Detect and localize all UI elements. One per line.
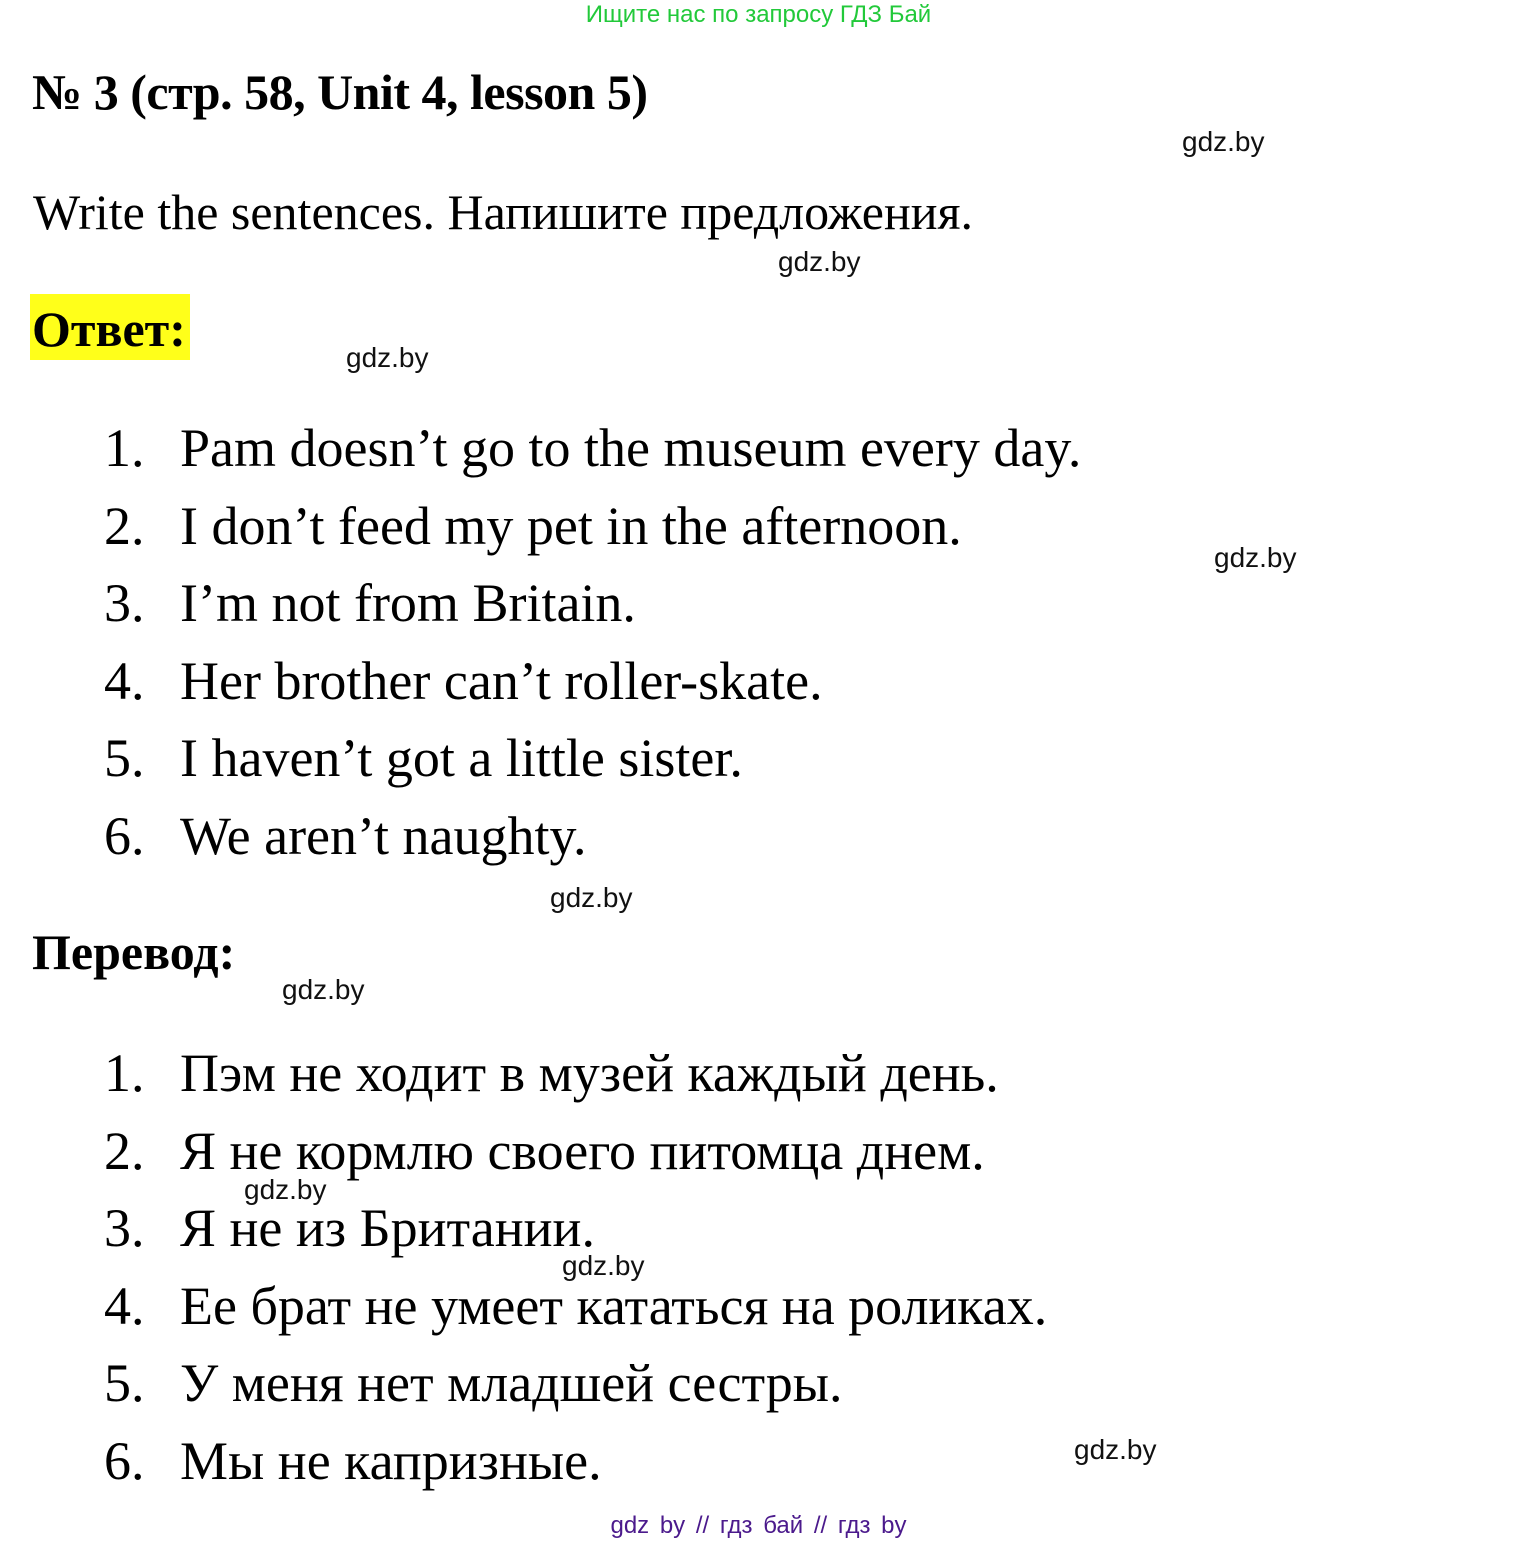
item-number: 2. [104,1120,145,1181]
watermark: gdz.by [778,246,861,277]
item-number: 3. [104,1198,145,1258]
item-number: 5. [104,1353,145,1413]
watermark: gdz.by [346,342,429,373]
watermark: gdz.by [562,1250,645,1281]
translation-item [104,1276,1047,1354]
watermark: gdz.by [244,1174,327,1205]
translation-item [104,1043,1047,1121]
translation-item [104,1353,1047,1431]
translation-heading: Перевод: [32,924,236,980]
item-number: 4. [104,650,145,711]
item-text: Ее брат не умеет кататься на роликах. [180,1275,1048,1336]
answer-list [104,418,1081,883]
item-text: I don’t feed my pet in the afternoon. [180,495,962,556]
answer-heading: Ответ: [30,294,190,360]
item-text: Пэм не ходит в музей каждый день. [180,1043,999,1103]
item-number: 4. [104,1275,145,1336]
search-banner: Ищите нас по запросу ГДЗ Бай [585,1,932,28]
item-number: 5. [104,728,145,788]
item-text: I’m not from Britain. [180,573,636,633]
watermark: gdz.by [1214,542,1297,573]
translation-item [104,1431,1047,1509]
item-text: Я не кормлю своего питомца днем. [180,1120,985,1181]
watermark: gdz.by [550,882,633,913]
item-number: 1. [104,1043,145,1103]
item-text: We aren’t naughty. [180,805,587,866]
item-number: 2. [104,495,145,556]
item-number: 6. [104,805,145,866]
item-number: 1. [104,418,145,478]
answer-item [104,806,1081,884]
item-text: Мы не капризные. [180,1430,602,1491]
item-number: 3. [104,573,145,633]
item-text: Her brother can’t roller-skate. [180,650,823,711]
answer-item [104,728,1081,806]
watermark: gdz.by [1074,1434,1157,1465]
footer-links: gdz by // гдз бай // гдз by [610,1512,907,1539]
task-instruction: Write the sentences. Напишите предложения. [33,184,973,240]
answer-item [104,651,1081,729]
watermark: gdz.by [1182,126,1265,157]
item-number: 6. [104,1430,145,1491]
page-title: № 3 (стр. 58, Unit 4, lesson 5) [32,64,648,120]
watermark: gdz.by [282,974,365,1005]
item-text: У меня нет младшей сестры. [180,1353,843,1413]
item-text: I haven’t got a little sister. [180,728,743,788]
item-text: Я не из Британии. [180,1198,595,1258]
answer-item [104,496,1081,574]
item-text: Pam doesn’t go to the museum every day. [180,418,1082,478]
answer-item [104,573,1081,651]
answer-item [104,418,1081,496]
